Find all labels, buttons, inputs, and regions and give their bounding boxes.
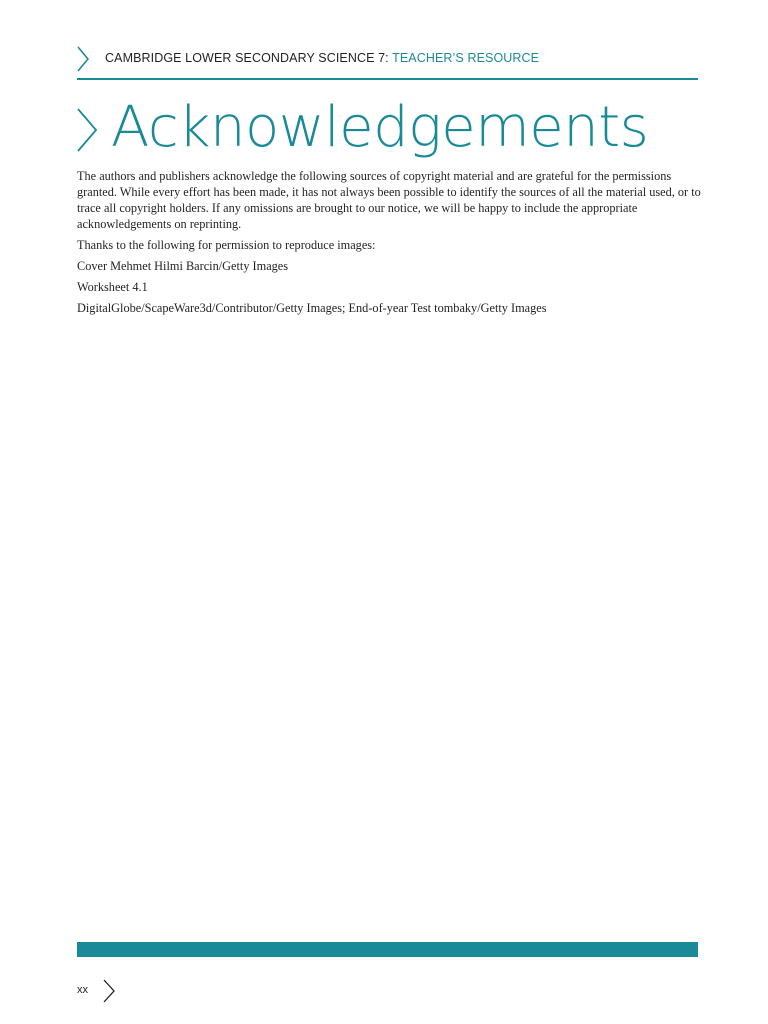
paragraph: Thanks to the following for permission to reproduce images:: [77, 238, 376, 252]
paragraph: Cover Mehmet Hilmi Barcin/Getty Images: [77, 259, 289, 273]
title-block: [77, 95, 698, 166]
chevron-right-icon: [77, 108, 97, 152]
chevron-right-icon: [103, 979, 115, 1003]
acknowledgements-body: [77, 168, 702, 321]
paragraph: Worksheet 4.1: [77, 280, 148, 294]
paragraph: The authors and publishers acknowledge the following sources of copyright material and are grateful for the permissions granted. While every effort has been made, it has not always been possible to identify the sources of all the material used, or to trace all copyright holders. If any omissions are brought to our notice, we will be happy to include the appropriate acknowledgements on reprinting.: [77, 169, 701, 231]
chevron-right-icon: [77, 46, 89, 72]
page-title: Acknowledgements: [111, 95, 649, 160]
series-title: CAMBRIDGE LOWER SECONDARY SCIENCE 7:: [105, 51, 389, 65]
running-title: [105, 51, 539, 65]
paragraph: DigitalGlobe/ScapeWare3d/Contributor/Getty Images; End-of-year Test tombaky/Getty Images: [77, 301, 547, 315]
footer-bar: [77, 942, 698, 957]
page-number: xx: [77, 984, 88, 996]
part-title: TEACHER’S RESOURCE: [392, 51, 540, 65]
running-header: [77, 44, 698, 80]
